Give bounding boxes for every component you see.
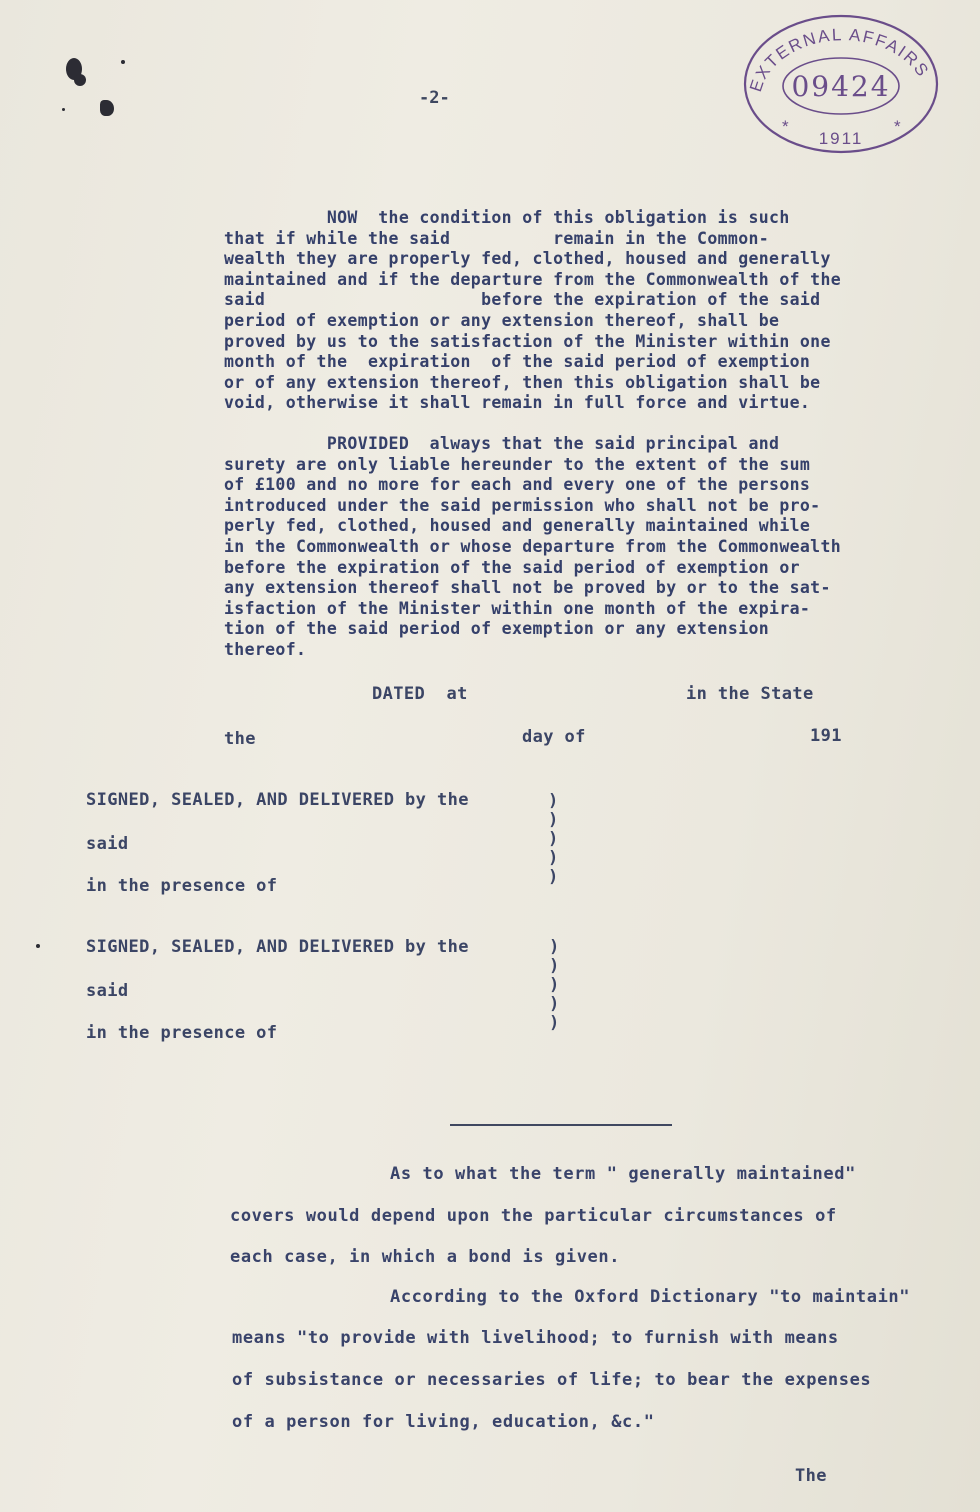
stamp-graphic xyxy=(742,12,940,156)
text-line: maintained and if the departure from the Commonwealth of the xyxy=(224,269,842,289)
text-line: isfaction of the Minister within one month of the expira- xyxy=(224,598,811,618)
proviso-paragraph xyxy=(224,434,980,661)
day-of-label: day of xyxy=(522,727,586,747)
note-line: According to the Oxford Dictionary "to maintain" xyxy=(390,1287,911,1307)
signature-bracket: ) ) ) ) ) xyxy=(549,937,560,1033)
signature-bracket: ) ) ) ) ) xyxy=(548,791,559,887)
said-line: said xyxy=(86,834,129,854)
text-line: perly fed, clothed, housed and generally maintained while xyxy=(224,516,811,536)
text-line: proved by us to the satisfaction of the Minister within one xyxy=(224,331,831,351)
in-the-state-label: in the State xyxy=(686,684,814,704)
text-line: thereof. xyxy=(224,639,307,659)
text-line: said before the expiration of the said xyxy=(224,290,821,310)
text-line: before the expiration of the said period of exemption or xyxy=(224,557,800,577)
text-line: tion of the said period of exemption or any extension xyxy=(224,619,770,639)
text-line: wealth they are properly fed, clothed, housed and generally xyxy=(224,249,831,269)
text-line: month of the expiration of the said period of exemption xyxy=(224,352,811,372)
stamp-year: 1911 xyxy=(818,129,864,148)
text-line: PROVIDED always that the said principal and xyxy=(224,434,780,453)
text-line: NOW the condition of this obligation is such xyxy=(224,208,790,227)
note-line: means "to provide with livelihood; to furnish with means xyxy=(232,1328,839,1348)
text-line: period of exemption or any extension thereof, shall be xyxy=(224,310,780,330)
in-the-presence-of-line: in the presence of xyxy=(86,876,278,896)
ink-dot xyxy=(36,944,40,948)
catchword: The xyxy=(795,1466,827,1486)
ink-blot xyxy=(74,74,86,86)
external-affairs-stamp xyxy=(742,12,940,156)
condition-paragraph xyxy=(224,208,980,414)
page-number: -2- xyxy=(419,88,450,108)
note-line: covers would depend upon the particular circumstances of xyxy=(230,1206,837,1226)
text-line: any extension thereof shall not be proved by or to the sat- xyxy=(224,578,831,598)
text-line: in the Commonwealth or whose departure from the Commonwealth xyxy=(224,536,842,556)
stamp-star-left: * xyxy=(782,117,791,136)
stamp-arc-text: EXTERNAL AFFAIRS xyxy=(746,25,934,95)
text-line: void, otherwise it shall remain in full force and virtue. xyxy=(224,393,811,413)
in-the-presence-of-line: in the presence of xyxy=(86,1023,278,1043)
note-line: As to what the term " generally maintained" xyxy=(390,1164,856,1184)
signed-sealed-delivered-line: SIGNED, SEALED, AND DELIVERED by the xyxy=(86,790,469,810)
note-line: of subsistance or necessaries of life; to bear the expenses xyxy=(232,1370,872,1390)
text-line: that if while the said remain in the Common- xyxy=(224,228,770,248)
stamp-star-right: * xyxy=(894,117,903,136)
said-line: said xyxy=(86,981,129,1001)
section-divider xyxy=(450,1124,672,1126)
text-line: of £100 and no more for each and every one of the persons xyxy=(224,475,811,495)
the-label: the xyxy=(224,729,256,749)
year-label: 191 xyxy=(810,726,842,746)
signed-sealed-delivered-line: SIGNED, SEALED, AND DELIVERED by the xyxy=(86,937,469,957)
note-line: of a person for living, education, &c." xyxy=(232,1412,655,1432)
ink-dot xyxy=(62,108,65,111)
stamp-number: 09424 xyxy=(791,70,891,103)
dated-at-label: DATED at xyxy=(372,684,468,704)
text-line: introduced under the said permission who shall not be pro- xyxy=(224,495,821,515)
text-line: or of any extension thereof, then this obligation shall be xyxy=(224,372,821,392)
text-line: surety are only liable hereunder to the extent of the sum xyxy=(224,454,811,474)
note-line: each case, in which a bond is given. xyxy=(230,1247,621,1267)
ink-blot xyxy=(100,100,114,116)
ink-dot xyxy=(121,60,125,64)
